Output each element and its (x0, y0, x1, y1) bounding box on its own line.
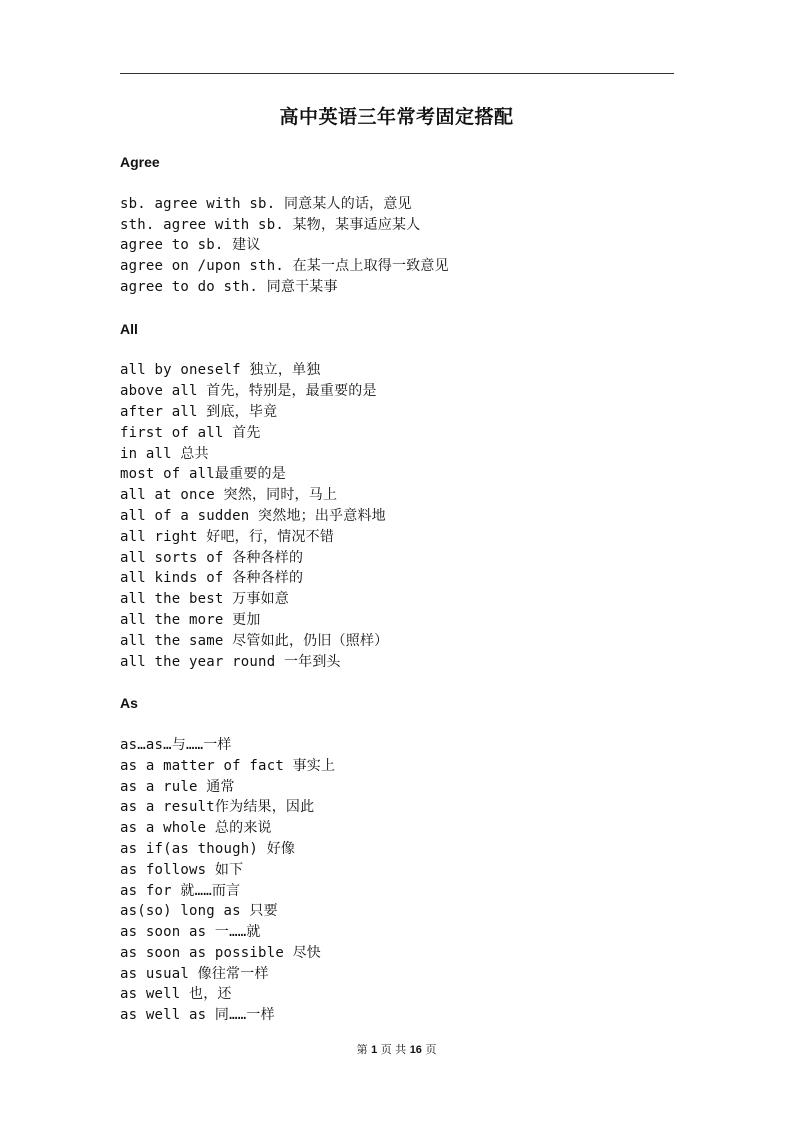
phrase-entry: agree on /upon sth. 在某一点上取得一致意见 (120, 258, 449, 275)
phrase-entry: all of a sudden 突然地；出乎意料地 (120, 507, 386, 524)
phrase-entry: most of all最重要的是 (120, 466, 286, 483)
phrase-entry: all right 好吧，行，情况不错 (120, 528, 335, 545)
phrase-entry: agree to sb. 建议 (120, 237, 261, 254)
section-all (120, 319, 680, 673)
phrase-entry: all by oneself 独立，单独 (120, 362, 321, 379)
phrase-entry: all the same 尽管如此，仍旧（照样） (120, 632, 389, 649)
page-number: 1 (371, 1044, 378, 1056)
phrase-entry: as for 就……而言 (120, 882, 241, 899)
phrase-entry: as follows 如下 (120, 861, 244, 878)
phrase-entry: after all 到底，毕竟 (120, 403, 278, 420)
section-heading: Agree (120, 154, 160, 170)
phrase-entry: as well 也，还 (120, 986, 232, 1003)
phrase-entry: as usual 像往常一样 (120, 965, 269, 982)
section-as (120, 693, 680, 1026)
footer-suffix: 页 (425, 1043, 437, 1056)
footer-middle: 页 共 (380, 1043, 407, 1056)
page-total: 16 (409, 1044, 422, 1056)
header-rule (120, 73, 674, 74)
footer-prefix: 第 (356, 1043, 368, 1056)
phrase-entry: all the best 万事如意 (120, 591, 289, 608)
phrase-entry: as soon as possible 尽快 (120, 944, 321, 961)
phrase-entry: as a matter of fact 事实上 (120, 757, 336, 774)
phrase-entry: as(so) long as 只要 (120, 903, 278, 920)
phrase-entry: all the year round 一年到头 (120, 653, 341, 670)
phrase-entry: as…as…与……一样 (120, 736, 232, 753)
phrase-entry: sth. agree with sb. 某物，某事适应某人 (120, 216, 421, 233)
phrase-entry: all sorts of 各种各样的 (120, 549, 304, 566)
phrase-entry: as a whole 总的来说 (120, 820, 272, 837)
entry-list (120, 735, 680, 1026)
phrase-entry: as soon as 一……就 (120, 924, 261, 941)
phrase-entry: as well as 同……一样 (120, 1007, 275, 1024)
document-body (120, 152, 680, 1026)
phrase-entry: all kinds of 各种各样的 (120, 570, 304, 587)
phrase-entry: above all 首先，特别是，最重要的是 (120, 383, 377, 400)
section-heading: All (120, 320, 138, 337)
phrase-entry: as a result作为结果，因此 (120, 799, 315, 816)
section-agree (120, 152, 680, 298)
entry-list (120, 360, 680, 672)
page-footer (0, 1042, 793, 1058)
entry-list (120, 194, 680, 298)
section-heading: As (120, 695, 138, 712)
phrase-entry: as if(as though) 好像 (120, 840, 296, 857)
phrase-entry: agree to do sth. 同意干某事 (120, 278, 338, 295)
phrase-entry: all the more 更加 (120, 611, 261, 628)
phrase-entry: in all 总共 (120, 445, 209, 462)
phrase-entry: all at once 突然，同时，马上 (120, 487, 338, 504)
phrase-entry: first of all 首先 (120, 424, 261, 441)
phrase-entry: as a rule 通常 (120, 778, 235, 795)
phrase-entry: sb. agree with sb. 同意某人的话，意见 (120, 195, 412, 212)
page-title: 高中英语三年常考固定搭配 (279, 106, 514, 128)
